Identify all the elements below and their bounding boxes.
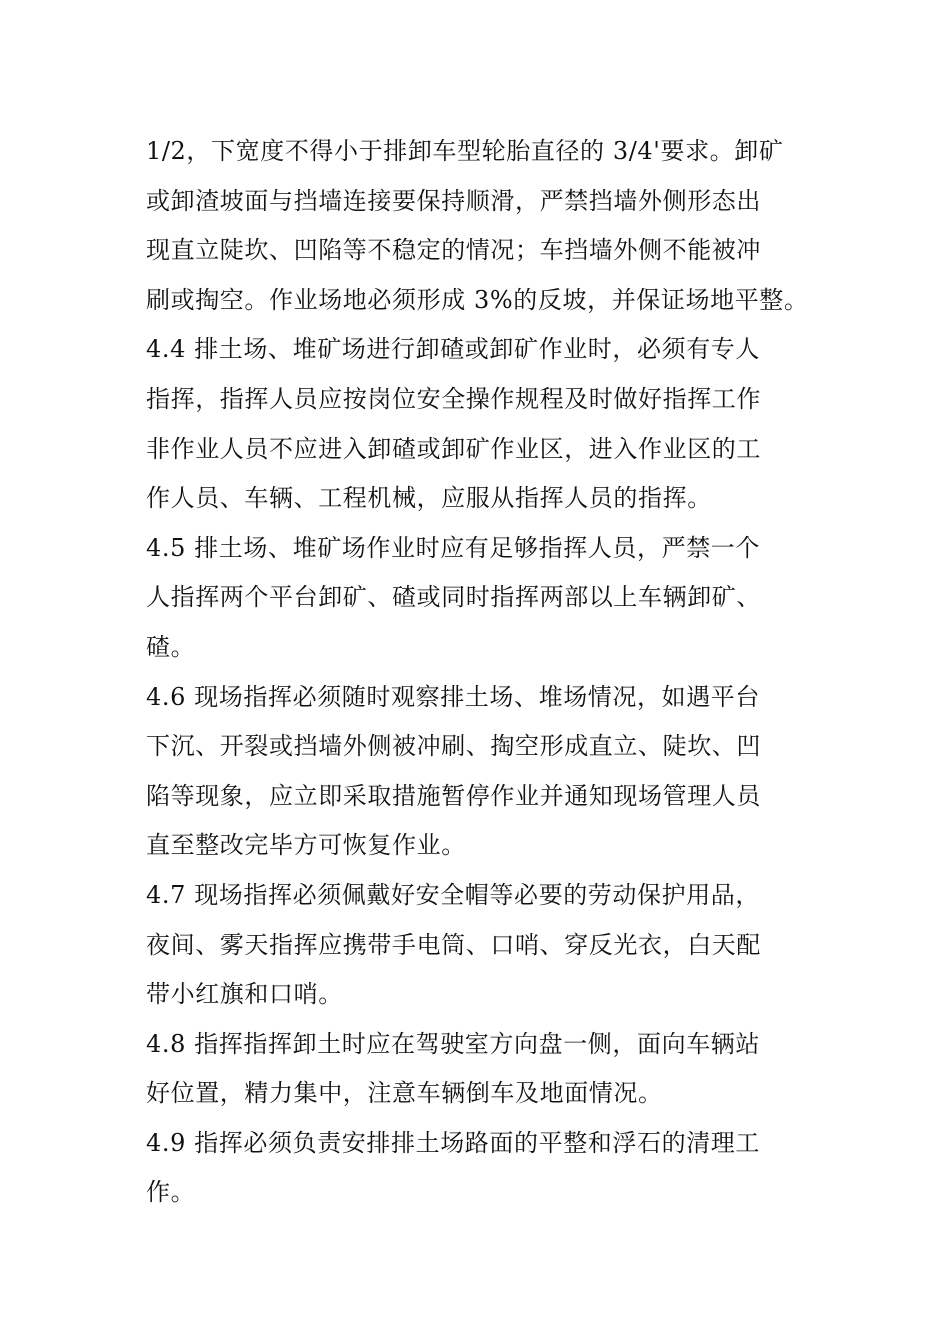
text-line: 4.6 现场指挥必须随时观察排土场、堆场情况，如遇平台: [146, 682, 760, 711]
text-line: 1/2，下宽度不得小于排卸车型轮胎直径的 3/4'要求。卸矿: [146, 137, 784, 165]
text-line: 带小红旗和口哨。: [146, 980, 343, 1009]
text-line: 刷或掏空。作业场地必须形成 3%的反坡，并保证场地平整。: [146, 285, 809, 314]
text-line: 非作业人员不应进入卸碴或卸矿作业区，进入作业区的工: [146, 434, 761, 463]
text-line: 作。: [146, 1178, 196, 1207]
document-body: [146, 127, 809, 1218]
text-line: 4.8 指挥指挥卸土时应在驾驶室方向盘一侧，面向车辆站: [146, 1029, 760, 1058]
text-line: 或卸渣坡面与挡墙连接要保持顺滑，严禁挡墙外侧形态出: [146, 186, 761, 215]
text-line: 4.9 指挥必须负责安排排土场路面的平整和浮石的清理工: [146, 1128, 760, 1157]
text-line: 陷等现象，应立即采取措施暂停作业并通知现场管理人员: [146, 781, 761, 810]
text-line: 好位置，精力集中，注意车辆倒车及地面情况。: [146, 1079, 663, 1108]
text-line: 4.4 排土场、堆矿场进行卸碴或卸矿作业时，必须有专人: [146, 335, 760, 364]
text-line: 下沉、开裂或挡墙外侧被冲刷、掏空形成直立、陡坎、凹: [146, 732, 761, 761]
text-line: 碴。: [146, 632, 196, 661]
text-line: 夜间、雾天指挥应携带手电筒、口哨、穿反光衣，白天配: [146, 930, 761, 959]
text-line: 4.7 现场指挥必须佩戴好安全帽等必要的劳动保护用品，: [146, 880, 760, 909]
text-line: 指挥，指挥人员应按岗位安全操作规程及时做好指挥工作: [146, 384, 761, 413]
text-line: 直至整改完毕方可恢复作业。: [146, 831, 466, 860]
text-line: 4.5 排土场、堆矿场作业时应有足够指挥人员，严禁一个: [146, 533, 760, 562]
text-line: 人指挥两个平台卸矿、碴或同时指挥两部以上车辆卸矿、: [146, 583, 761, 612]
text-line: 作人员、车辆、工程机械，应服从指挥人员的指挥。: [146, 484, 712, 513]
text-line: 现直立陡坎、凹陷等不稳定的情况；车挡墙外侧不能被冲: [146, 236, 761, 265]
